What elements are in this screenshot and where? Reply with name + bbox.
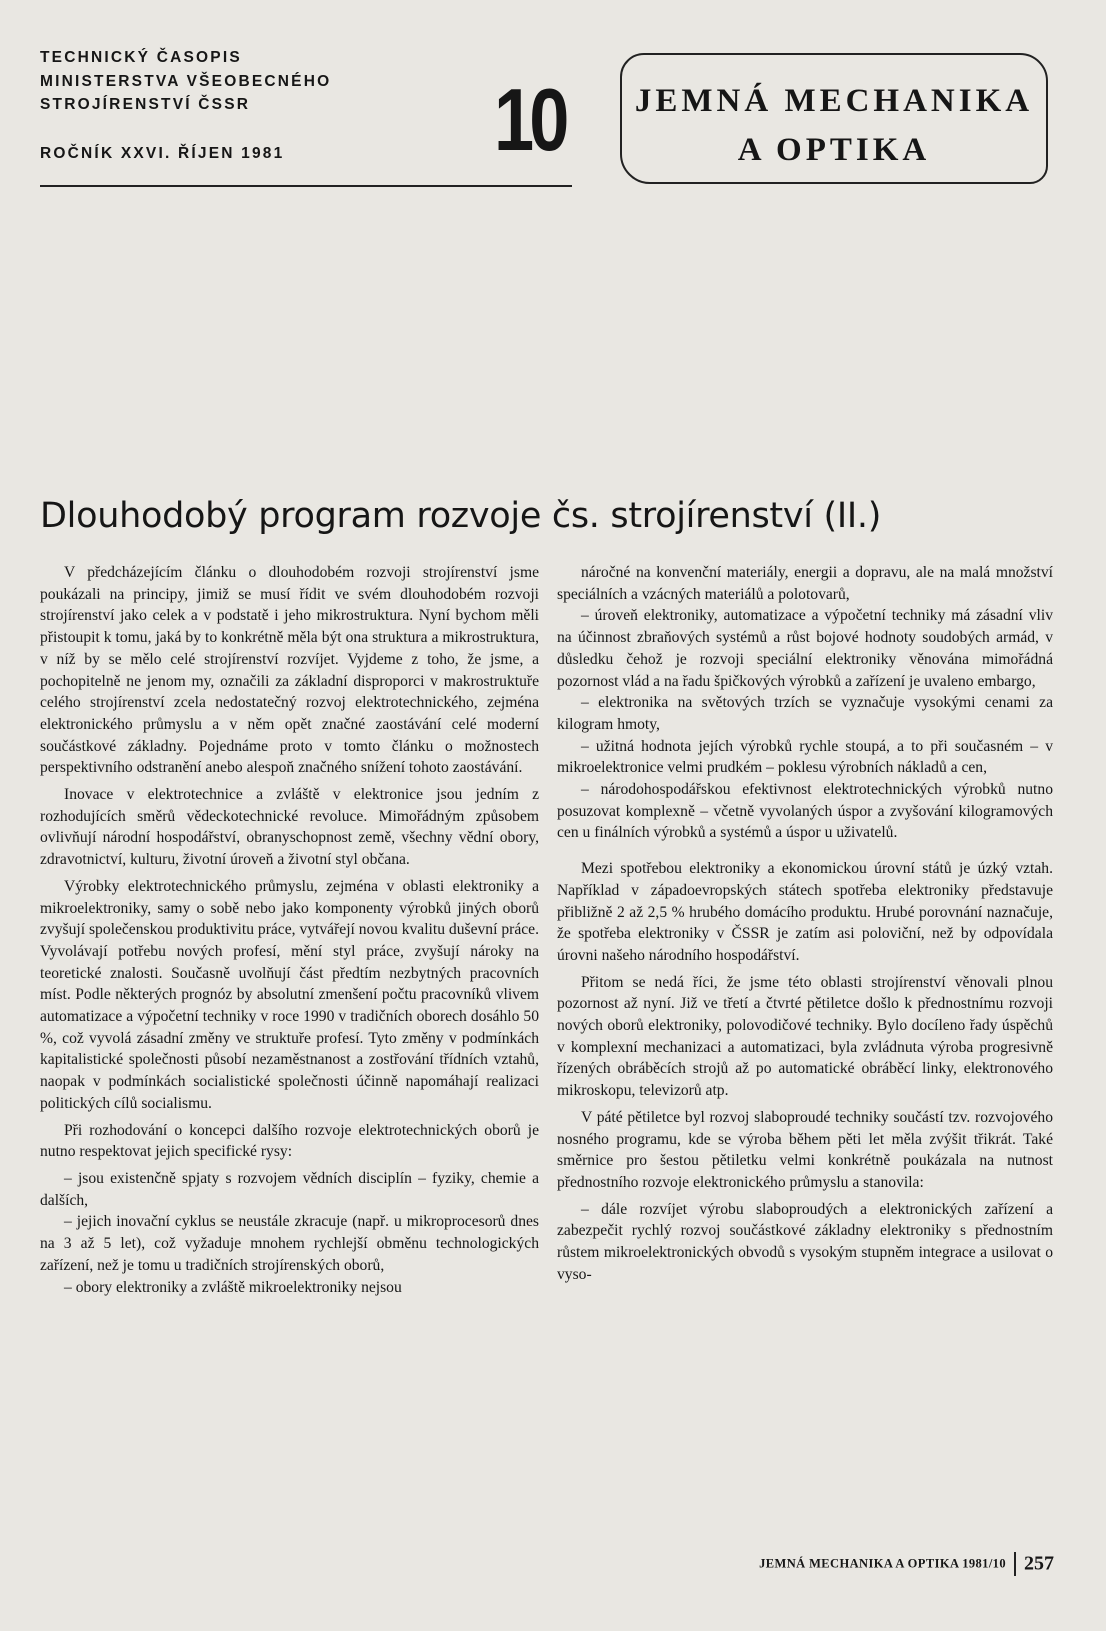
page-number: 257 — [1024, 1552, 1054, 1575]
list-item: – jsou existenčně spjaty s rozvojem vědních disciplín – fyziky, chemie a dalších, — [40, 1169, 539, 1209]
list-item: – elektronika na světových trzích se vyznačuje vysokými cenami za kilogram hmoty, — [557, 694, 1053, 733]
journal-title-box — [620, 53, 1048, 184]
paragraph: Inovace v elektrotechnice a zvláště v elektronice jsou jedním z rozhodujících směrů vědeckotechnické revoluce. Mimořádným způsobem ovlivňují národní hospodářství, obranyschopnost země, všechny vědní obory, zdravotnictví, kulturu, životní úroveň a životní styl občana. — [40, 786, 539, 869]
paragraph: Výrobky elektrotechnického průmyslu, zejména v oblasti elektroniky a mikroelektroniky, samy o sobě nebo jako komponenty výrobků jiných oborů zvyšují společenskou produktivitu práce, vytvářejí novou kvalitu duševní práce. Vyvolávají potřebu nových profesí, mění styl práce, zvyšují nároky na teoretické znalosti. Současně uvolňují část předtím nezbytných pracovních míst. Podle některých prognóz by absolutní zmenšení počtu pracovníků vlivem automatizace a výpočetní techniky v roce 1990 v tradičních oborech dosáhlo 50 %, což vyvolá zásadní změny ve struktuře profesí. Tyto změny v podmínkách kapitalistické společnosti působí nezaměstnanost a zostřování třídních vztahů, naopak v podmínkách socialistické společnosti účinně napomáhají realizaci politických cílů socialismu. — [40, 877, 539, 1112]
footer-journal-issue: JEMNÁ MECHANIKA A OPTIKA 1981/10 — [759, 1556, 1006, 1571]
paragraph: V páté pětiletce byl rozvoj slaboproudé techniky součástí tzv. rozvojového nosného programu, kde se výroba během pěti let měla zvýšit třikrát. Také směrnice pro šestou pětiletku velmi konkrétně poukázala na nutnost přednostního rozvoje elektronického průmyslu a stanovila: — [557, 1108, 1053, 1191]
journal-title-line: JEMNÁ MECHANIKA — [634, 83, 1034, 119]
list-item: – obory elektroniky a zvláště mikroelektroniky nejsou — [64, 1278, 402, 1296]
paragraph: Při rozhodování o koncepci dalšího rozvoje elektrotechnických oborů je nutno respektovat jejich specifické rysy: — [40, 1121, 539, 1161]
issue-line: ROČNÍK XXVI. ŘÍJEN 1981 — [40, 144, 285, 162]
right-column — [557, 562, 1053, 1286]
journal-title-line: A OPTIKA — [737, 132, 931, 168]
list-item: – užitná hodnota jejích výrobků rychle stoupá, a to při současném – v mikroelektronice velmi prudkém – poklesu výrobních nákladů a cen, — [557, 737, 1053, 777]
issue-number: 10 — [494, 70, 565, 169]
publisher-block — [40, 46, 380, 165]
article-title: Dlouhodobý program rozvoje čs. strojírenství (II.) — [40, 496, 882, 536]
paragraph: Přitom se nedá říci, že jsme této oblasti strojírenství věnovali plnou pozornost až nyní. Již ve třetí a čtvrté pětiletce došlo k přednostnímu rozvoji nových oborů elektroniky, polovodičové techniky. Bylo docíleno řady úspěchů v komplexní mechanizaci a automatizaci, byla zvládnuta výroba progresivně řízených obráběcích strojů až po automatické obráběcí linky, elektronového mikroskopu, televizorů atp. — [557, 973, 1053, 1100]
list-item: – úroveň elektroniky, automatizace a výpočetní techniky má zásadní vliv na účinnost zbraňových systémů a růst bojové hodnoty soudobých armád, v důsledku čehož je rozvoji speciální elektroniky věnována mimořádná pozornost vlád a na řadu špičkových výrobků a zařízení je uvaleno embargo, — [557, 607, 1053, 690]
header-rule — [40, 185, 572, 187]
publisher-line: MINISTERSTVA VŠEOBECNÉHO — [40, 72, 332, 90]
paragraph: Mezi spotřebou elektroniky a ekonomickou úrovní států je úzký vztah. Například v západoevropských státech spotřeba elektroniky představuje přibližně 2 až 2,5 % hrubého domácího produktu. Hrubé porovnání naznačuje, že spotřeba elektroniky v ČSSR je zatím asi poloviční, než by odpovídala úrovni našeho národního hospodářství. — [557, 860, 1053, 964]
list-item: – jejich inovační cyklus se neustále zkracuje (např. u mikroprocesorů dnes na 3 až 5 let), což vyžaduje mnohem rychlejší obměnu technologických zařízení, než je tomu u tradičních strojírenských oborů, — [40, 1213, 539, 1274]
paragraph: V předcházejícím článku o dlouhodobém rozvoji strojírenství jsme poukázali na principy, jimiž se musí řídit ve svém dlouhodobém rozvoji strojírenství jako celek a v podstatě i jeho mikrostruktura. Nyní bychom měli přistoupit k tomu, jaká by to konkrétně měla být ona struktura a mikrostruktura, v níž by se mělo celé strojírenství rozvíjet. Vyjdeme z toho, že jsme, a pochopitelně ne jenom my, označili za základní disproporci v makrostruktuře celého strojírenství zcela nedostatečný rozvoj elektrotechnického, zejména elektronického průmyslu a v něm opět značné zaostávání celé moderní součástkové základny. Pojednáme proto v tomto článku o možnostech perspektivního odstranění anebo alespoň značného snížení tohoto zaostávání. — [40, 564, 539, 777]
left-column — [40, 562, 539, 1298]
paragraph-continuation: náročné na konvenční materiály, energii a dopravu, ale na malá množství speciálních a vzácných materiálů a polotovarů, — [557, 564, 1053, 603]
list-item: – národohospodářskou efektivnost elektrotechnických výrobků nutno posuzovat komplexně – včetně vyvolaných úspor a zvyšování kilogramových cen u finálních výrobků a systémů a úspor u uživatelů. — [557, 781, 1053, 842]
publisher-line: STROJÍRENSTVÍ ČSSR — [40, 96, 251, 113]
footer-divider — [1014, 1552, 1016, 1576]
page-footer — [759, 1552, 1054, 1576]
list-item: – dále rozvíjet výrobu slaboproudých a elektronických zařízení a zabezpečit rychlý rozvoj součástkové základny elektroniky s přednostním růstem mikroelektronických obvodů s vysokým stupněm integrace a usilovat o vyso- — [557, 1200, 1053, 1283]
publisher-line: TECHNICKÝ ČASOPIS — [40, 49, 242, 66]
